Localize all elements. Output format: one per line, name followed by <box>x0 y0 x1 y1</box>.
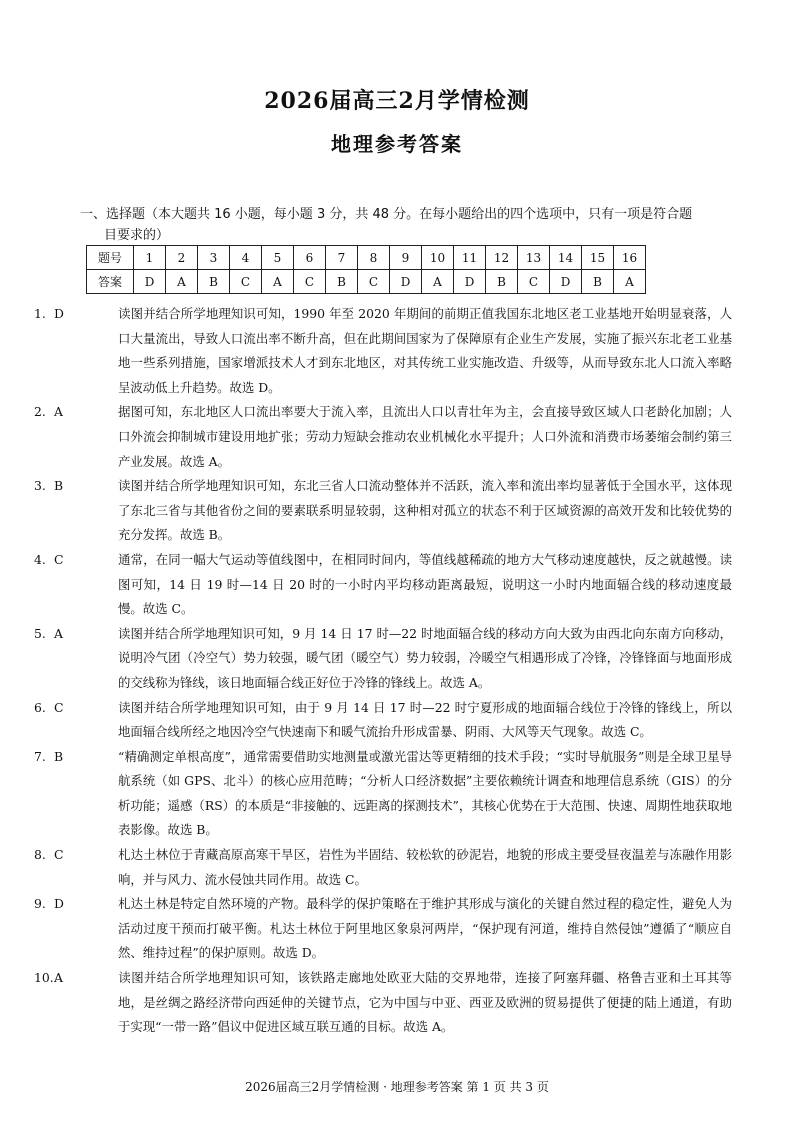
list-item <box>34 745 732 843</box>
table-cell: D <box>550 270 582 294</box>
list-item <box>34 400 732 474</box>
table-cell: 2 <box>166 246 198 270</box>
table-cell: 13 <box>518 246 550 270</box>
item-choice: C <box>54 551 64 567</box>
item-choice: A <box>54 404 63 420</box>
table-cell: B <box>582 270 614 294</box>
item-number: 1. <box>34 306 46 321</box>
answer-table <box>86 245 646 294</box>
table-row-answers <box>87 270 646 294</box>
table-cell: C <box>358 270 390 294</box>
item-choice: B <box>54 748 64 764</box>
item-text: 读图并结合所学地理知识可知，东北三省人口流动整体并不活跃，流入率和流出率均显著低于全国水平，这体现了东北三省与其他省份之间的要素联系明显较弱，这种相对孤立的状态不利于区域资源的高效开发和比较优势的充分发挥。故选 B。 <box>118 478 732 543</box>
table-cell: C <box>230 270 262 294</box>
table-cell: B <box>198 270 230 294</box>
item-number: 7. <box>34 748 46 764</box>
table-cell: 1 <box>134 246 166 270</box>
item-choice: C <box>54 847 64 863</box>
page-title: 2026届高三2月学情检测 <box>264 88 530 114</box>
page-footer: 2026届高三2月学情检测 · 地理参考答案 第 1 页 共 3 页 <box>245 1080 549 1094</box>
item-choice: C <box>54 699 64 715</box>
item-number: 3. <box>34 478 46 494</box>
table-row-numbers <box>87 246 646 270</box>
item-choice: A <box>54 625 63 641</box>
table-header-cell: 题号 <box>87 246 134 270</box>
item-text: 读图并结合所学地理知识可知，由于 9 月 14 日 17 时—22 时宁夏形成的地面辐合线位于冷锋的锋线上，所以地面辐合线所经之地因冷空气快速南下和暖气流抬升形成雷暴、阴雨、大风等天气现象。故选 C。 <box>118 699 732 740</box>
table-cell: B <box>486 270 518 294</box>
item-number: 4. <box>34 551 46 567</box>
item-number: 9. <box>34 896 46 912</box>
list-item <box>34 696 732 745</box>
table-cell: 14 <box>550 246 582 270</box>
list-item <box>34 843 732 892</box>
table-cell: 12 <box>486 246 518 270</box>
table-cell: 5 <box>262 246 294 270</box>
list-item <box>34 622 732 696</box>
table-cell: 11 <box>454 246 486 270</box>
list-item <box>34 302 732 400</box>
explanations-list <box>34 302 732 1040</box>
item-text: 读图并结合所学地理知识可知，9 月 14 日 17 时—22 时地面辐合线的移动方向大致为由西北向东南方向移动，说明冷气团（冷空气）势力较强，暖气团（暖空气）势力较弱，冷暖空气相遇形成了冷锋，冷锋锋面与地面形成的交线称为锋线，该日地面辐合线正好位于冷锋的锋线上。故选 A。 <box>118 625 732 690</box>
table-cell: 16 <box>614 246 646 270</box>
table-cell: 9 <box>390 246 422 270</box>
page-subtitle: 地理参考答案 <box>331 132 463 156</box>
item-text: 通常，在同一幅大气运动等值线图中，在相同时间内，等值线越稀疏的地方大气移动速度越快，反之就越慢。读图可知，14 日 19 时—14 日 20 时的一小时内平均移动距离最短，说明这一小时内地面辐合线的移动速度最慢。故选 C。 <box>118 551 732 617</box>
table-cell: C <box>518 270 550 294</box>
item-text: 读图并结合所学地理知识可知，1990 年至 2020 年期间的前期正值我国东北地区老工业基地开始明显衰落，人口大量流出，导致人口流出率不断升高，但在此期间国家为了保障原有企业生产发展，实施了振兴东北老工业基地一些系列措施，国家增派技术人才到东北地区，对其传统工业实施改造、升级等，从而导致东北人口流入率略呈波动低上升趋势。故选 D。 <box>118 306 732 395</box>
table-cell: A <box>614 270 646 294</box>
table-cell: 3 <box>198 246 230 270</box>
table-cell: D <box>134 270 166 294</box>
section-heading-line2: 目要求的） <box>104 228 170 243</box>
item-text: 据图可知，东北地区人口流出率要大于流入率，且流出人口以青壮年为主，会直接导致区域人口老龄化加剧；人口外流会抑制城市建设用地扩张；劳动力短缺会推动农业机械化水平提升；人口外流和消费市场萎缩会制约第三产业发展。故选 A。 <box>118 404 732 469</box>
table-header-cell: 答案 <box>87 270 134 294</box>
table-cell: B <box>326 270 358 294</box>
list-item <box>34 892 732 966</box>
list-item <box>34 548 732 622</box>
item-text: “精确测定单根高度”，通常需要借助实地测量或激光雷达等更精细的技术手段；“实时导航服务”则是全球卫星导航系统（如 GPS、北斗）的核心应用范畴；“分析人口经济数据”主要依赖统计调查和地理信息系统（GIS）的分析功能；遥感（RS）的本质是“非接触的、远距离的探测技术”，其核心优势在于大范围、快速、周期性地获取地表影像。故选 B。 <box>118 748 732 838</box>
list-item <box>34 966 732 1040</box>
item-text: 札达土林位于青藏高原高寒干旱区，岩性为半固结、较松软的砂泥岩，地貌的形成主要受昼夜温差与冻融作用影响，并与风力、流水侵蚀共同作用。故选 C。 <box>118 847 732 887</box>
table-cell: A <box>166 270 198 294</box>
table-cell: A <box>262 270 294 294</box>
item-number: 8. <box>34 847 46 863</box>
item-text: 读图并结合所学地理知识可知，该铁路走廊地处欧亚大陆的交界地带，连接了阿塞拜疆、格鲁吉亚和土耳其等地，是丝绸之路经济带向西延伸的关键节点，它为中国与中亚、西亚及欧洲的贸易提供了便捷的陆上通道，有助于实现“一带一路”倡议中促进区域互联互通的目标。故选 A。 <box>118 970 732 1035</box>
item-text: 札达土林是特定自然环境的产物。最科学的保护策略在于维护其形成与演化的关键自然过程的稳定性，避免人为活动过度干预而打破平衡。札达土林位于阿里地区象泉河两岸，“保护现有河道，维持自然侵蚀”遵循了“顺应自然、维持过程”的保护原则。故选 D。 <box>118 896 732 961</box>
item-number: 10. <box>34 970 54 986</box>
item-choice: A <box>54 970 63 986</box>
table-cell: D <box>390 270 422 294</box>
section-heading <box>80 204 725 246</box>
table-cell: 10 <box>422 246 454 270</box>
item-number: 2. <box>34 404 46 420</box>
item-choice: B <box>54 478 64 494</box>
item-choice: D <box>54 306 64 321</box>
table-cell: 6 <box>294 246 326 270</box>
table-cell: D <box>454 270 486 294</box>
list-item <box>34 474 732 548</box>
table-cell: C <box>294 270 326 294</box>
table-cell: 8 <box>358 246 390 270</box>
table-cell: A <box>422 270 454 294</box>
item-choice: D <box>54 896 64 912</box>
table-cell: 7 <box>326 246 358 270</box>
item-number: 5. <box>34 625 46 641</box>
section-heading-line1: 一、选择题（本大题共 16 小题，每小题 3 分，共 48 分。在每小题给出的四个选项中，只有一项是符合题 <box>80 207 693 222</box>
table-cell: 15 <box>582 246 614 270</box>
table-cell: 4 <box>230 246 262 270</box>
item-number: 6. <box>34 699 46 715</box>
